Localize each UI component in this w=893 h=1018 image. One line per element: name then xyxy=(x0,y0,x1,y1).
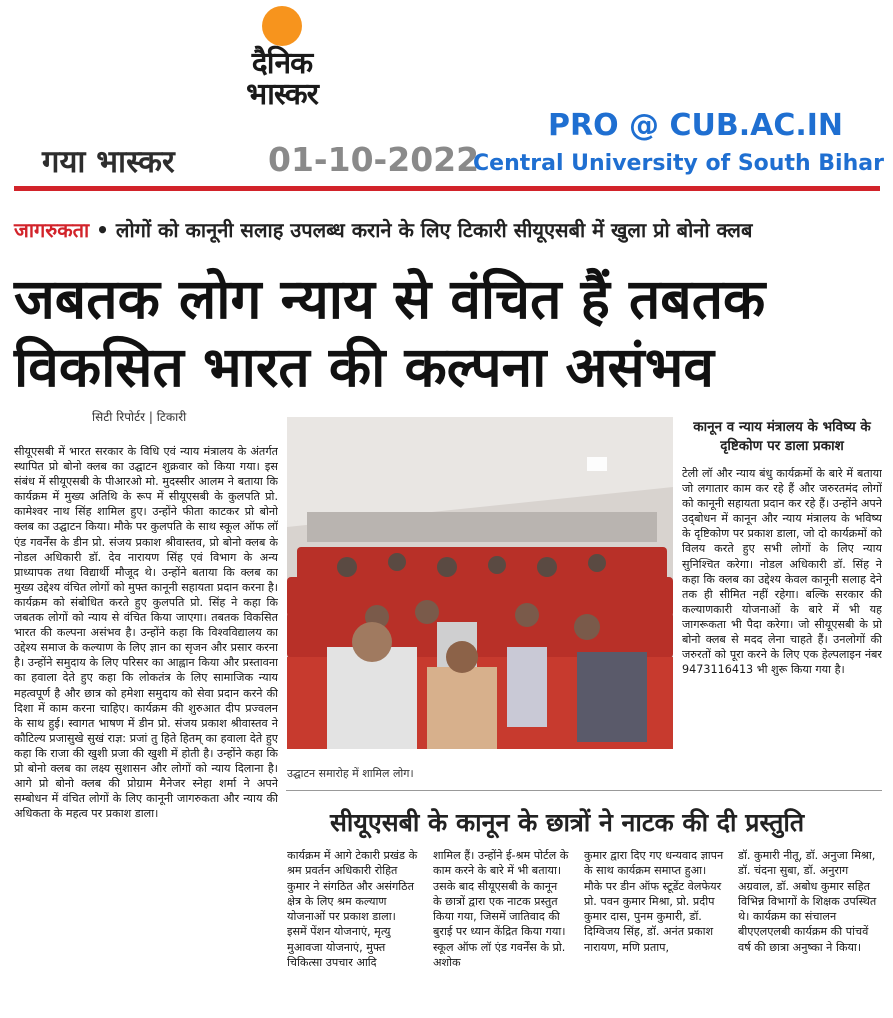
photo-caption: उद्घाटन समारोह में शामिल लोग। xyxy=(287,767,414,780)
kicker-bullet: • xyxy=(96,218,116,242)
logo-line2: भास्कर xyxy=(246,77,318,112)
publication-date: 01-10-2022 xyxy=(268,140,480,179)
logo-sun-icon xyxy=(262,6,302,46)
side-heading: कानून व न्याय मंत्रालय के भविष्य के दृष्टिकोण पर डाला प्रकाश xyxy=(693,419,871,454)
masthead-divider xyxy=(14,186,880,191)
university-name: Central University of South Bihar xyxy=(473,151,884,176)
headline-line-2: विकसित भारत की कल्पना असंभव xyxy=(14,335,714,399)
headline-line-1: जबतक लोग न्याय से वंचित हैं तबतक xyxy=(14,267,766,331)
logo-line1: दैनिक xyxy=(251,46,313,81)
kicker-text: लोगों को कानूनी सलाह उपलब्ध कराने के लिए टिकारी सीयूएसबी में खुला प्रो बोनो क्लब xyxy=(115,218,753,242)
sub-column-4: डॉ. कुमारी नीतू, डॉ. अनुजा मिश्रा, डॉ. चंदना सुबा, डॉ. अनुराग अग्रवाल, डॉ. अबोध कुमार सहित विभिन्न विभागों के शिक्षक उपस्थित थे। कार्यक्रम का संचालन बीएएलएलबी कार्यक्रम की पांचवें वर्ष की छात्रा अनुष्का ने किया। xyxy=(738,849,877,954)
sub-column-3: कुमार द्वारा दिए गए धन्यवाद ज्ञापन के साथ कार्यक्रम समाप्त हुआ। मौके पर डीन ऑफ स्टूडेंट वेलफेयर प्रो. पवन कुमार मिश्रा, प्रो. प्रदीप कुमार दास, पुनम कुमारी, डॉ. दिग्विजय सिंह, डॉ. अनंत प्रकाश नारायण, मणि प्रताप, xyxy=(584,849,724,954)
byline: सिटी रिपोर्टर | टिकारी xyxy=(92,410,187,424)
edition-name: गया भास्कर xyxy=(42,144,175,180)
side-column: टेली लॉ और न्याय बंधु कार्यक्रमों के बारे में बताया जो लगातार काम कर रहे हैं और जरुरतमंद लोगों को कानूनी सहायता प्रदान कर रहे हैं। उन्होंने अपने उद्‍बोधन में कानून और न्याय मंत्रालय के भविष्य के दृष्टिकोण पर प्रकाश डाला, जो दो कार्यक्रमों को विलय करते हुए सभी लोगों के लिए न्याय सुनिश्चित करेगा। नोडल अधिकारी डॉ. सिंह ने कहा कि क्लब का उद्देश्य केवल कानूनी सलाह देने तक ही सीमित नहीं रहेगा। बल्कि सरकार की कल्याणकारी योजनाओं के बारे में भी यह जागरूकता भी पैदा करेगा। जो सीयूएसबी के प्रो बोनो क्लब से मदद लेना चाहते हैं। उनलोगों की जरुरतों को पूरा करने के लिए एक हेल्पलाइन नंबर 9473116413 भी शुरू किया गया है। xyxy=(682,467,882,677)
article-column-1: सीयूएसबी में भारत सरकार के विधि एवं न्याय मंत्रालय के अंतर्गत स्थापित प्रो बोनो क्लब का उद्घाटन शुक्रवार को किया गया। इस संबंध में सीयूएसबी के पीआरओ मो. मुदस्सीर आलम ने बताया कि कार्यक्रम में मुख्य अतिथि के रूप में सीयूएसबी के कुलपति प्रो. कामेश्वर नाथ सिंह शामिल हुए। उन्होंने फीता काटकर प्रो बोनो क्लब का उद्घाटन किया। मौके पर कुलपति के साथ स्कूल ऑफ लॉ एंड गवर्नेंस के डीन प्रो. संजय प्रकाश श्रीवास्तव, प्रो बोनो क्लब के नोडल अधिकारी डॉ. देव नारायण सिंह एवं विभाग के अन्य प्राध्यापक तथा विद्यार्थी मौजूद थे। उन्होंने बताया कि क्लब का मुख्य उद्देश्य वंचित लोगों को मुफ्त कानूनी सहायता प्रदान करना है। कार्यक्रम को संबोधित करते हुए कुलपति प्रो. सिंह ने कहा कि जबतक लोगों को न्याय से वंचित किया जाएगा। तबतक विकसित भारत की कल्पना असंभव है। उन्होंने कहा कि विश्वविद्यालय का उद्देश्य समाज के कल्याण के लिए ज्ञान का सृजन और प्रसार करना है। उन्होंने समुदाय के लिए परिसर का आह्वान किया और प्रस्तावना का हवाला देते हुए कहा कि लोकतंत्र के लिए सामाजिक न्याय महत्वपूर्ण है और छात्र को हमेशा समुदाय को सेवा प्रदान करने की दिशा में काम करना चाहिए। कार्यक्रम की शुरुआत दीप प्रज्वलन के साथ हुई। स्वागत भाषण में डीन प्रो. संजय प्रकाश श्रीवास्तव ने कौटिल्य प्रजासुखे सुखं राज्ञ: प्रजां तु हिते हितम् का हवाला देते हुए कहा कि राजा की खुशी प्रजा की खुशी में होती है। उन्होंने कहा कि प्रो बोनो क्लब का लक्ष्य सुशासन और लोगों को न्याय दिलाना है। आगे प्रो बोनो क्लब की प्रोग्राम मैनेजर स्नेहा शर्मा ने अपने सम्बोधन में वंचित लोगों के लिए कानूनी जागरुकता और न्याय की अधिकता के महत्व पर प्रकाश डाला। xyxy=(14,445,278,821)
sub-column-2: शामिल हैं। उन्होंने ई-श्रम पोर्टल के काम करने के बारे में भी बताया। उसके बाद सीयूएसबी के कानून के छात्रों द्वारा एक नाटक प्रस्तुत किया गया, जिसमें जातिवाद की बुराई पर ध्यान केंद्रित किया गया। स्कूल ऑफ लॉ एंड गवर्नेंस के प्रो. अशोक xyxy=(433,849,569,970)
event-photo xyxy=(287,417,673,749)
newspaper-logo xyxy=(222,48,342,110)
kicker-tag: जागरुकता xyxy=(14,218,90,242)
kicker xyxy=(14,216,752,243)
section-divider xyxy=(286,790,882,791)
pro-contact: PRO @ CUB.AC.IN xyxy=(548,108,844,143)
sub-heading: सीयूएसबी के कानून के छात्रों ने नाटक की दी प्रस्तुति xyxy=(330,808,805,837)
sub-column-1: कार्यक्रम में आगे टेकारी प्रखंड के श्रम प्रवर्तन अधिकारी रोहित कुमार ने संगठित और असंगठित क्षेत्र के लिए श्रम कल्याण योजनाओं पर प्रकाश डाला। इसमें पेंशन योजनाएं, मृत्यु मुआवजा योजनाएं, मुफ्त चिकित्सा उपचार आदि xyxy=(287,849,418,970)
